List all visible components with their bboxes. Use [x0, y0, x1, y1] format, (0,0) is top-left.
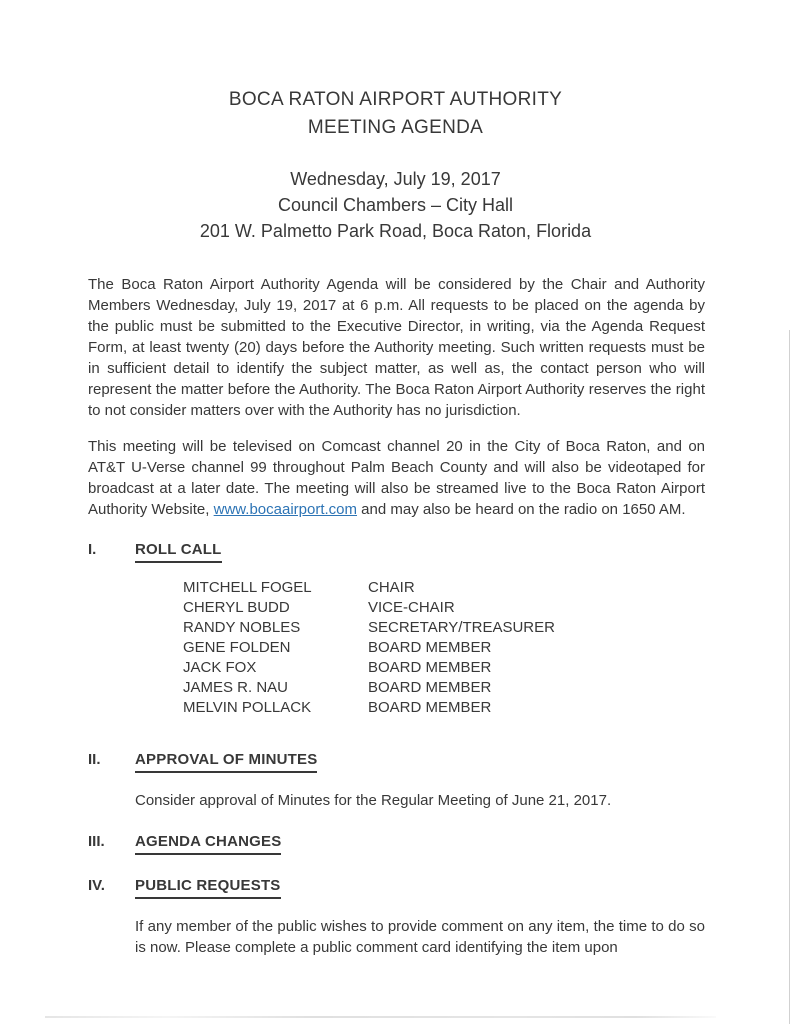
section-title-agenda-changes: AGENDA CHANGES — [135, 831, 281, 855]
member-role: SECRETARY/TREASURER — [368, 619, 555, 636]
member-name: CHERYL BUDD — [183, 599, 290, 616]
section-title-approval-of-minutes: APPROVAL OF MINUTES — [135, 749, 317, 773]
bottom-scan-artifact-line — [45, 1016, 716, 1018]
section-numeral-public-requests: IV. — [88, 877, 105, 894]
meeting-info-block — [0, 166, 791, 244]
section-heading-public-requests — [88, 875, 705, 899]
roll-call-row — [183, 658, 705, 678]
section-numeral-agenda-changes: III. — [88, 833, 105, 850]
section-title-public-requests: PUBLIC REQUESTS — [135, 875, 281, 899]
meeting-location: Council Chambers – City Hall — [277, 195, 514, 215]
document-title-line1: BOCA RATON AIRPORT AUTHORITY — [228, 89, 563, 110]
member-name: JAMES R. NAU — [183, 679, 289, 696]
website-link[interactable]: www.bocaairport.com — [213, 501, 358, 518]
intro-paragraph-2 — [88, 436, 705, 520]
right-edge-scan-artifact-line — [789, 330, 790, 1024]
section-numeral-approval-of-minutes: II. — [88, 751, 101, 768]
intro-paragraph-2-text-before-link: This meeting will be televised on Comcast channel 20 in the City of Boca Raton, and on AT&T U-Verse channel 99 throughout Palm Beach County and will also be videotaped for broadcast at a later date. The meeting will also be streamed live to the Boca Raton Airport Authority Website, — [88, 438, 705, 518]
roll-call-row — [183, 638, 705, 658]
roll-call-row — [183, 698, 705, 718]
roll-call-row — [183, 678, 705, 698]
member-role: BOARD MEMBER — [368, 699, 492, 716]
member-role: BOARD MEMBER — [368, 639, 492, 656]
member-role: CHAIR — [368, 579, 415, 596]
section-heading-roll-call — [88, 539, 705, 563]
meeting-address: 201 W. Palmetto Park Road, Boca Raton, Florida — [199, 221, 592, 241]
document-body — [0, 274, 791, 958]
meeting-date: Wednesday, July 19, 2017 — [290, 169, 501, 189]
section-heading-agenda-changes — [88, 831, 705, 855]
roll-call-row — [183, 598, 705, 618]
roll-call-table — [183, 578, 705, 718]
intro-paragraph-2-text-after-link: and may also be heard on the radio on 1650 AM. — [357, 501, 686, 518]
public-requests-body: If any member of the public wishes to provide comment on any item, the time to do so is now. Please complete a public comment card identifying the item upon — [135, 918, 705, 956]
section-numeral-roll-call: I. — [88, 541, 97, 558]
roll-call-row — [183, 578, 705, 598]
member-role: VICE-CHAIR — [368, 599, 455, 616]
document-title-line2: MEETING AGENDA — [307, 117, 484, 138]
intro-paragraph-1: The Boca Raton Airport Authority Agenda will be considered by the Chair and Authority Members Wednesday, July 19, 2017 at 6 p.m. All requests to be placed on the agenda by the public must be submitted to the Executive Director, in writing, via the Agenda Request Form, at least twenty (20) days before the Authority meeting. Such written requests must be in sufficient detail to identify the subject matter, as well as, the contact person who will represent the matter before the Authority. The Boca Raton Airport Authority reserves the right to not consider matters over with the Authority has no jurisdiction. — [88, 276, 705, 419]
approval-of-minutes-body: Consider approval of Minutes for the Regular Meeting of June 21, 2017. — [135, 792, 612, 809]
member-name: JACK FOX — [183, 659, 257, 676]
member-name: MITCHELL FOGEL — [183, 579, 312, 596]
document-title-block — [0, 0, 791, 142]
section-heading-approval-of-minutes — [88, 749, 705, 773]
member-name: GENE FOLDEN — [183, 639, 291, 656]
member-role: BOARD MEMBER — [368, 659, 492, 676]
member-name: RANDY NOBLES — [183, 619, 301, 636]
member-role: BOARD MEMBER — [368, 679, 492, 696]
member-name: MELVIN POLLACK — [183, 699, 312, 716]
roll-call-row — [183, 618, 705, 638]
section-title-roll-call: ROLL CALL — [135, 539, 222, 563]
